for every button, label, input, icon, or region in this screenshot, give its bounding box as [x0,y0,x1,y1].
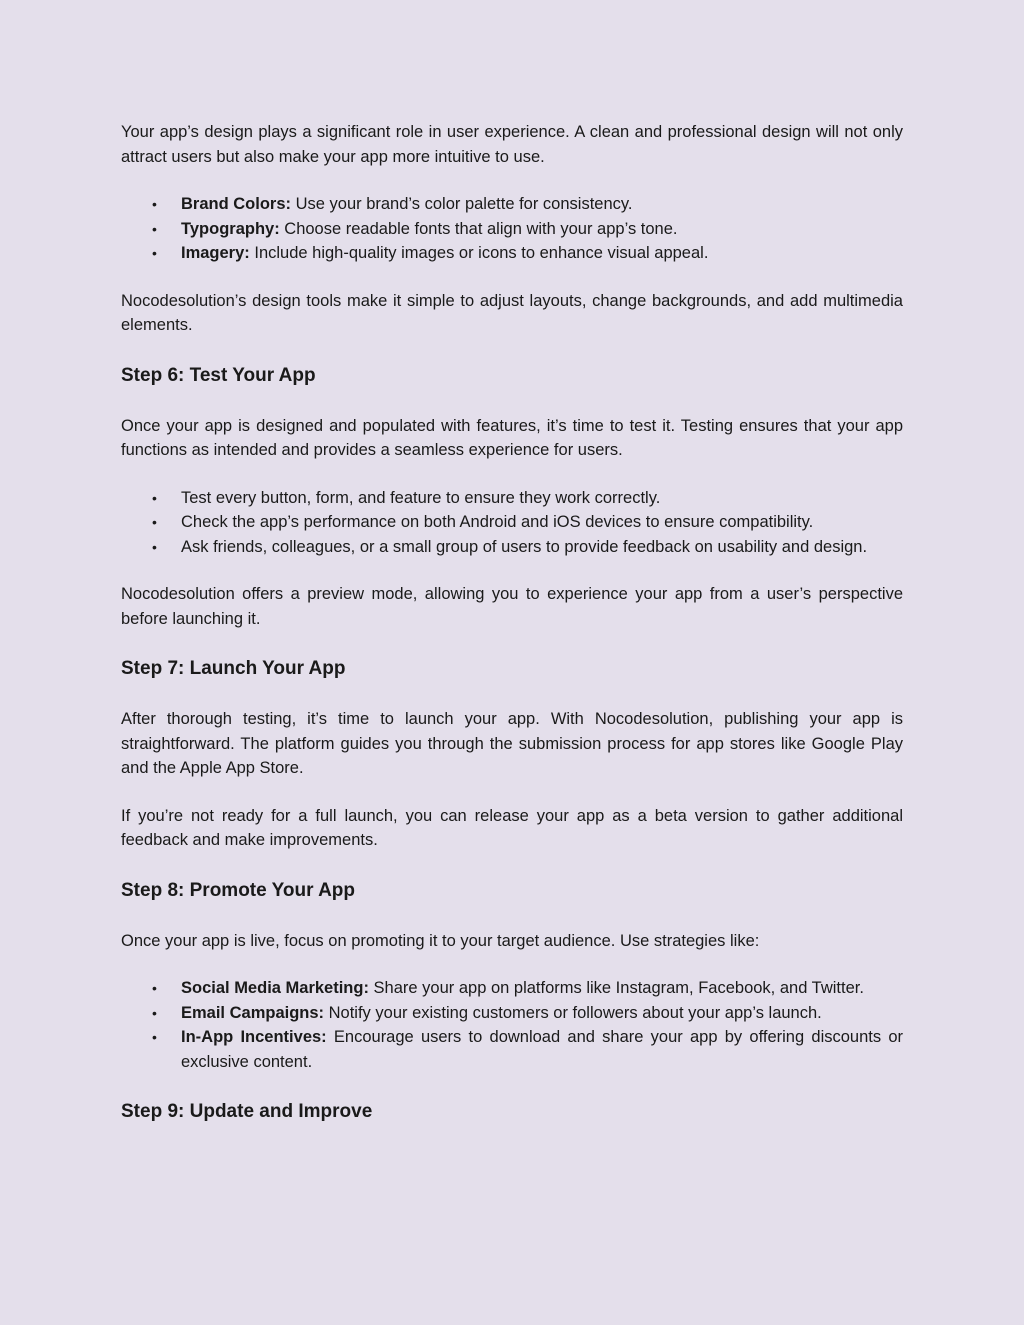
bullet-icon: • [152,220,157,237]
step6-closing-paragraph: Nocodesolution offers a preview mode, allowing you to experience your app from a user’s perspective before launching it. [121,585,903,628]
bullet-icon: • [152,489,157,506]
list-item-text: Encourage users to download and share your app by offering discounts or exclusive content. [181,1028,904,1071]
bullet-icon: • [152,980,157,996]
bullet-icon: • [152,514,157,530]
list-item-label: Brand Colors: [181,195,292,213]
list-item [121,217,903,242]
bullet-icon: • [152,245,157,261]
list-item [121,486,903,511]
list-item-label: In-App Incentives: [181,1028,327,1046]
step7-paragraph-1: After thorough testing, it’s time to launch your app. With Nocodesolution, publishing your app is straightforward. The platform guides you through the submission process for app stores like Google Play and the Apple App Store. [121,710,903,777]
list-item [121,1025,903,1074]
list-item-label: Email Campaigns: [181,1003,325,1022]
list-item [121,241,903,266]
bullet-icon: • [152,538,157,555]
list-item-text: Include high-quality images or icons to enhance visual appeal. [249,244,709,262]
step7-heading: Step 7: Launch Your App [121,658,346,679]
list-item-text: Choose readable fonts that align with your app’s tone. [279,219,678,238]
list-item [121,535,903,560]
step8-paragraph: Once your app is live, focus on promoting it to your target audience. Use strategies like: [121,931,760,950]
step6-list [121,486,903,560]
list-item-text: Check the app’s performance on both Android and iOS devices to ensure compatibility. [181,513,814,531]
list-item [121,510,903,535]
list-item-label: Imagery: [181,244,250,262]
list-item-label: Social Media Marketing: [181,979,369,997]
step7-paragraph-2: If you’re not ready for a full launch, you can release your app as a beta version to gather additional feedback and make improvements. [121,806,903,849]
list-item-text: Share your app on platforms like Instagram, Facebook, and Twitter. [368,979,864,997]
step6-paragraph: Once your app is designed and populated with features, it’s time to test it. Testing ensures that your app functions as intended and provides a seamless experience for users. [121,416,903,459]
list-item-text: Test every button, form, and feature to ensure they work correctly. [181,488,661,507]
intro-paragraph: Your app’s design plays a significant role in user experience. A clean and professional design will not only attract users but also make your app more intuitive to use. [121,123,903,166]
design-tools-paragraph: Nocodesolution’s design tools make it simple to adjust layouts, change backgrounds, and add multimedia elements. [121,291,903,334]
list-item-text: Notify your existing customers or followers about your app’s launch. [324,1003,822,1022]
bullet-icon: • [152,196,157,212]
bullet-icon: • [152,1029,157,1045]
design-list [121,192,903,266]
step8-heading: Step 8: Promote Your App [121,879,356,901]
step8-list [121,976,903,1074]
list-item [121,192,903,217]
step6-heading: Step 6: Test Your App [121,364,316,386]
list-item-text: Ask friends, colleagues, or a small group of users to provide feedback on usability and design. [181,537,868,556]
list-item [121,1001,903,1026]
bullet-icon: • [152,1004,157,1021]
document-page [121,120,903,1124]
list-item-text: Use your brand’s color palette for consistency. [291,195,633,213]
step9-heading: Step 9: Update and Improve [121,1101,373,1122]
list-item [121,976,903,1001]
list-item-label: Typography: [181,219,280,238]
